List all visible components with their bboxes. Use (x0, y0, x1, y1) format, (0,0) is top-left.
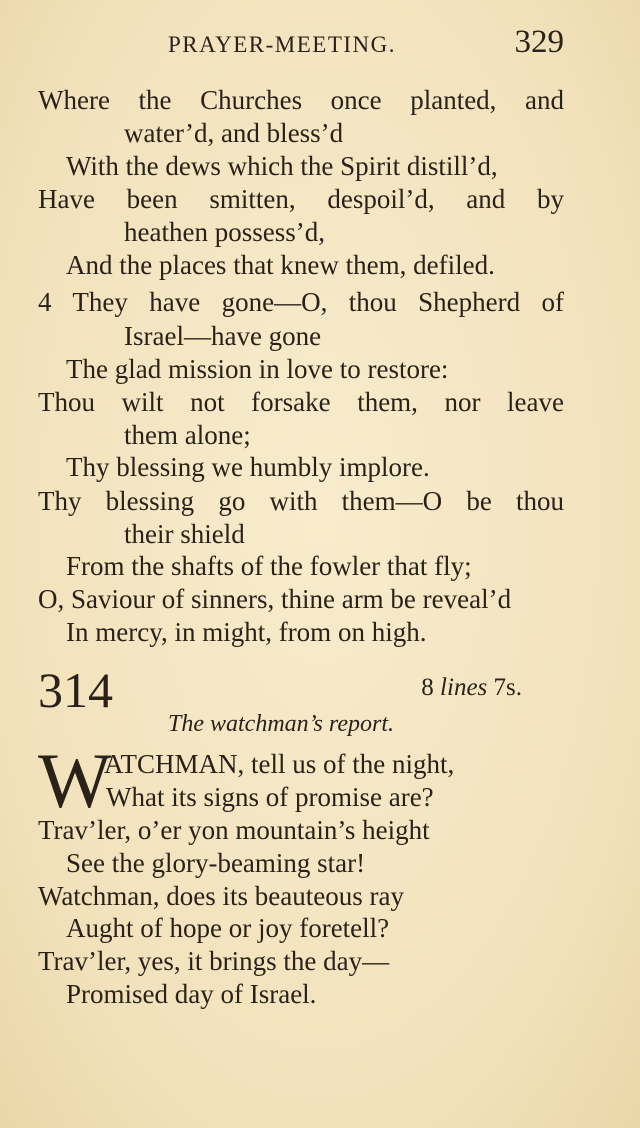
running-title: PRAYER-MEETING. (168, 32, 397, 57)
verse-line: their shield (124, 519, 245, 549)
hymn-meter (421, 672, 522, 704)
verse-line: O, Saviour of sinners, thine arm be reveal’d (38, 584, 512, 614)
verse-line: From the shafts of the fowler that fly; (66, 551, 472, 581)
meter-type: 7s. (493, 674, 522, 701)
verse-line: Promised day of Israel. (66, 979, 317, 1009)
verse-line: What its signs of promise are? (106, 782, 434, 812)
verse-line: Israel—have gone (124, 321, 322, 351)
verse-line: Trav’ler, yes, it brings the day— (38, 946, 390, 976)
verse-first-line: ATCHMAN, tell us of the night, (104, 749, 455, 779)
verse-line: Have been smitten, despoil’d, and by (38, 184, 564, 214)
verse-line: Watchman, does its beauteous ray (38, 881, 404, 911)
meter-count: 8 (421, 674, 434, 701)
verse-line: Aught of hope or joy foretell? (66, 913, 390, 943)
verse-line: Thou wilt not forsake them, nor leave (38, 387, 564, 417)
page-header (38, 24, 566, 64)
verse-line: water’d, and bless’d (124, 118, 344, 148)
verse-line: And the places that knew them, defiled. (66, 250, 495, 280)
verse-line: Thy blessing we humbly implore. (66, 452, 430, 482)
verse-line: Thy blessing go with them—O be thou (38, 486, 564, 516)
hymn-title: The watchman’s report. (168, 711, 395, 737)
verse-line: Trav’ler, o’er yon mountain’s height (38, 815, 430, 845)
meter-word: lines (440, 674, 488, 701)
stanza-4-line: 4 They have gone—O, thou Shepherd of (38, 287, 564, 317)
verse-line: In mercy, in might, from on high. (66, 617, 427, 647)
verse-line: Where the Churches once planted, and (38, 85, 564, 115)
verse-line: With the dews which the Spirit distill’d, (66, 151, 498, 181)
verse-line: The glad mission in love to restore: (66, 354, 449, 384)
hymn-number: 314 (38, 662, 113, 718)
page-number: 329 (514, 24, 564, 60)
drop-cap: W (38, 737, 112, 824)
verse-line: heathen possess’d, (124, 217, 325, 247)
verse-line: them alone; (124, 420, 251, 450)
verse-line: See the glory-beaming star! (66, 848, 366, 878)
